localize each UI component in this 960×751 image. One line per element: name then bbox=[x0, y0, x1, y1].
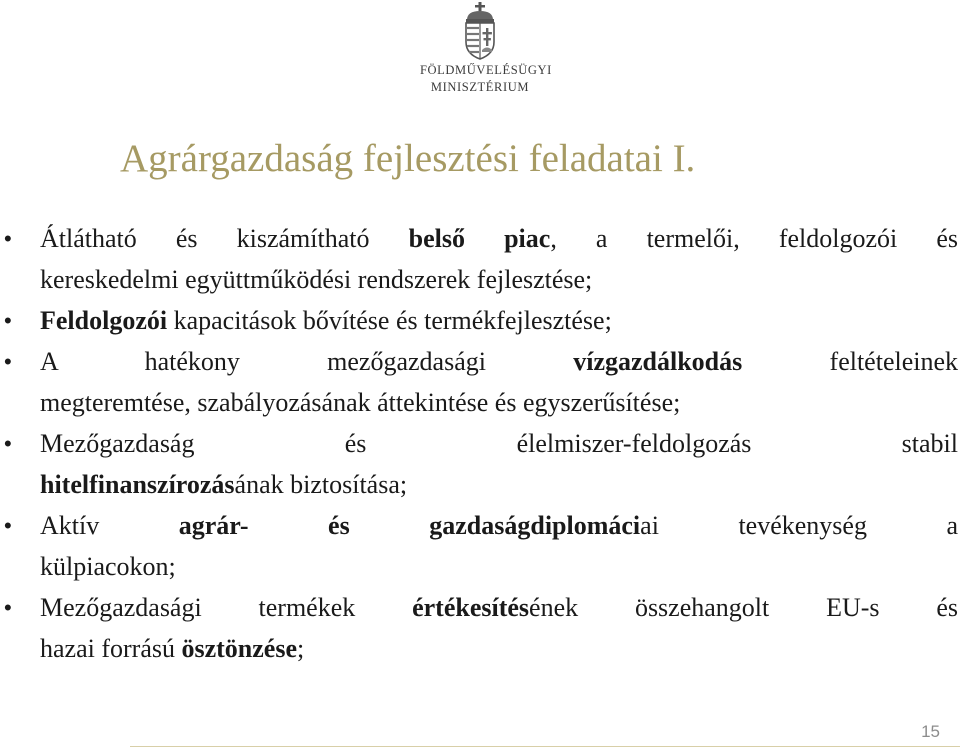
bullet-text: A hatékony mezőgazdasági bbox=[40, 347, 486, 376]
bullet-line: külpiacokon; bbox=[40, 552, 176, 581]
bullet-text: kapacitások bővítése és termékfejlesztése; bbox=[167, 306, 612, 335]
bullet-text: ; bbox=[297, 634, 305, 663]
bullet-text: hazai forrású bbox=[40, 634, 175, 663]
bullet-item bbox=[0, 300, 960, 341]
page-number: 15 bbox=[921, 722, 940, 741]
bullet-item bbox=[0, 505, 960, 587]
coat-of-arms-icon bbox=[462, 2, 498, 60]
bullet-line: megteremtése, szabályozásának áttekintése és egyszerűsítése; bbox=[40, 388, 681, 417]
bullet-emphasis: hitelfinanszírozás bbox=[40, 470, 235, 499]
bullet-text: Aktív bbox=[40, 511, 100, 540]
bullet-line bbox=[40, 218, 958, 259]
bullet-text: feltételeinek bbox=[829, 347, 959, 376]
footer-divider bbox=[130, 746, 960, 747]
bullet-item bbox=[0, 587, 960, 669]
bullet-line bbox=[40, 341, 958, 382]
bullet-emphasis: Feldolgozói bbox=[40, 306, 168, 335]
bullet-item bbox=[0, 341, 960, 423]
ministry-logo bbox=[420, 2, 552, 94]
bullet-text: Mezőgazdasági termékek bbox=[40, 593, 356, 622]
bullet-text: ai tevékenység a bbox=[640, 511, 959, 540]
bullet-list bbox=[0, 218, 960, 669]
slide-title: Agrárgazdaság fejlesztési feladatai I. bbox=[120, 137, 696, 180]
bullet-text: ának biztosítása; bbox=[234, 470, 408, 499]
bullet-line: • Mezőgazdaság és élelmiszer-feldolgozás stabil bbox=[40, 429, 958, 458]
bullet-item bbox=[0, 423, 960, 505]
bullet-emphasis: értékesítés bbox=[412, 593, 530, 622]
bullet-line bbox=[40, 464, 958, 505]
bullet-line bbox=[40, 300, 958, 341]
bullet-text: , a termelői, feldolgozói és bbox=[550, 224, 959, 253]
bullet-text: ének összehangolt EU-s és bbox=[529, 593, 958, 622]
bullet-emphasis: agrár- és gazdaságdiplomáci bbox=[178, 511, 641, 540]
bullet-emphasis: belső piac bbox=[408, 224, 551, 253]
bullet-text: Átlátható és kiszámítható bbox=[40, 224, 370, 253]
ministry-name-line-1: FÖLDMŰVELÉSÜGYI bbox=[420, 63, 552, 77]
bullet-line: kereskedelmi együttműködési rendszerek fejlesztése; bbox=[40, 265, 593, 294]
bullet-line bbox=[40, 628, 958, 669]
bullet-emphasis: ösztönzése bbox=[181, 634, 297, 663]
bullet-line bbox=[40, 587, 958, 628]
bullet-emphasis: vízgazdálkodás bbox=[573, 347, 743, 376]
bullet-item bbox=[0, 218, 960, 300]
bullet-line bbox=[40, 505, 958, 546]
ministry-name-line-2: MINISZTÉRIUM bbox=[430, 80, 530, 94]
